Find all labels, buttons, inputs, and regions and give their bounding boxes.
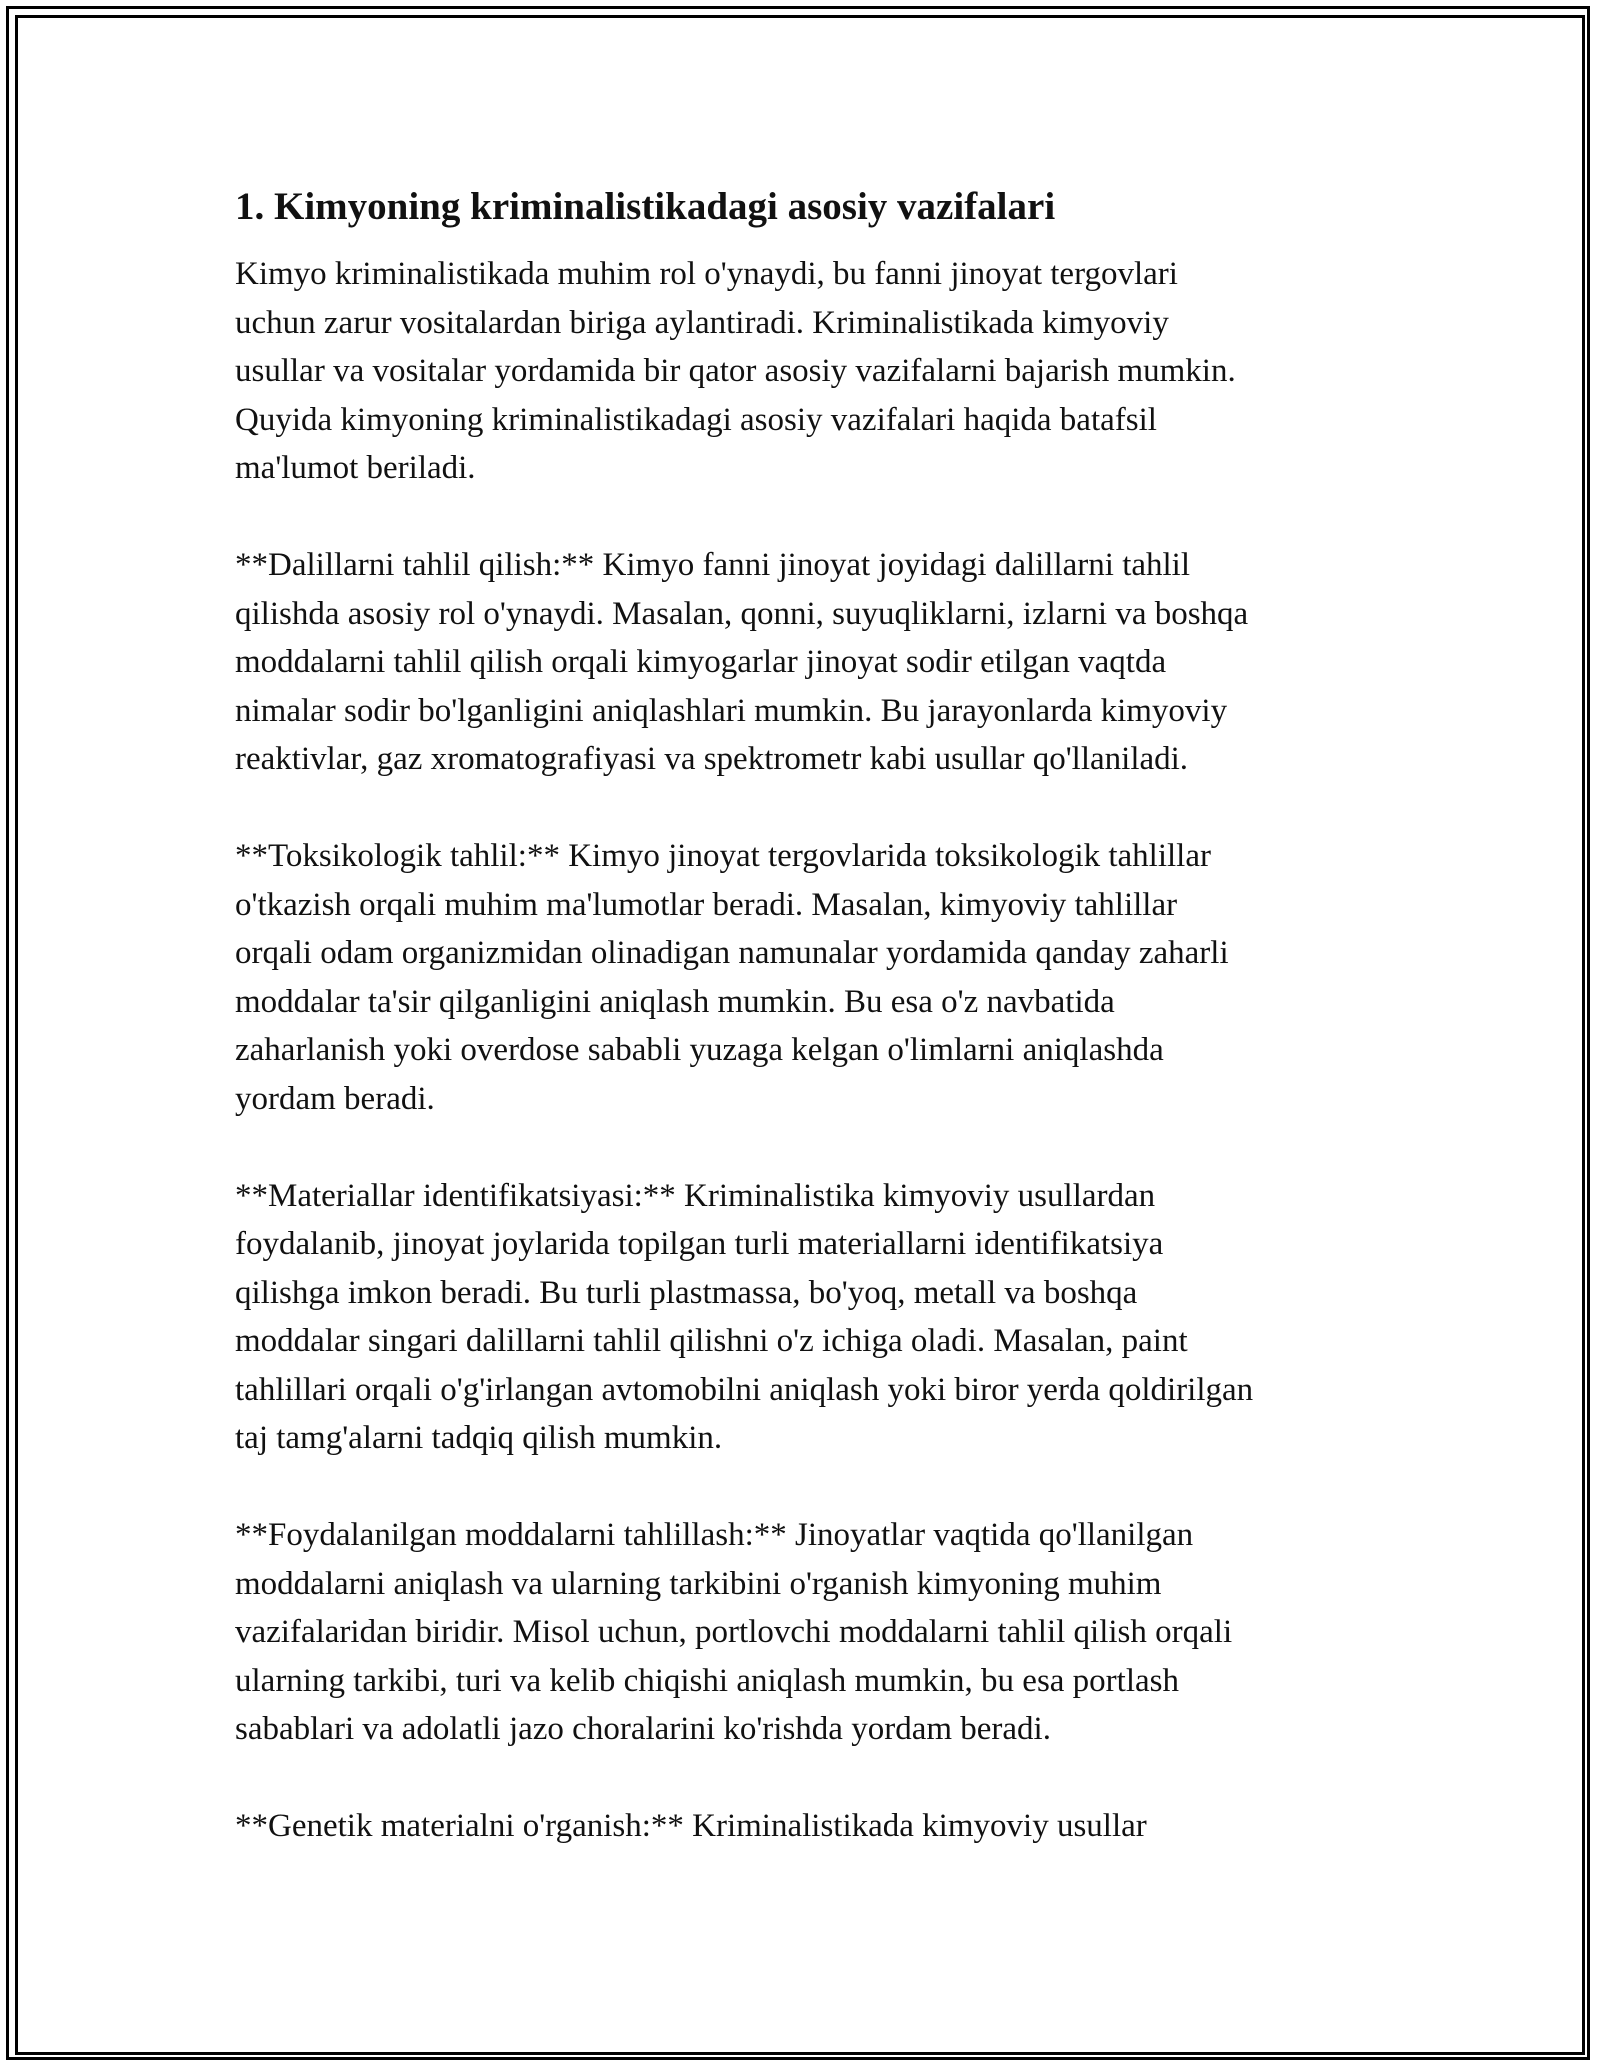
document-body — [235, 182, 1385, 1899]
paragraph-toxicology: **Toksikologik tahlil:** Kimyo jinoyat tergovlarida toksikologik tahlillar o'tkazish orqali muhim ma'lumotlar beradi. Masalan, kimyoviy tahlillar orqali odam organizmidan olinadigan namunalar yordamida qanday zaharli moddalar ta'sir qilganligini aniqlash mumkin. Bu esa o'z navbatida zaharlanish yoki overdose sababli yuzaga kelgan o'limlarni aniqlashda yordam beradi. — [235, 838, 1229, 1117]
paragraph-genetic-material: **Genetik materialni o'rganish:** Kriminalistikada kimyoviy usullar — [235, 1808, 1147, 1844]
paragraph-evidence-analysis: **Dalillarni tahlil qilish:** Kimyo fanni jinoyat joyidagi dalillarni tahlil qilishda asosiy rol o'ynaydi. Masalan, qonni, suyuqliklarni, izlarni va boshqa moddalarni tahlil qilish orqali kimyogarlar jinoyat sodir etilgan vaqtda nimalar sodir bo'lganligini aniqlashlari mumkin. Bu jarayonlarda kimyoviy reaktivlar, gaz xromatografiyasi va spektrometr kabi usullar qo'llaniladi. — [235, 547, 1249, 777]
paragraph-material-identification: **Materiallar identifikatsiyasi:** Kriminalistika kimyoviy usullardan foydalanib, jinoyat joylarida topilgan turli materiallarni identifikatsiya qilishga imkon beradi. Bu turli plastmassa, bo'yoq, metall va boshqa moddalar singari dalillarni tahlil qilishni o'z ichiga oladi. Masalan, paint tahlillari orqali o'g'irlangan avtomobilni aniqlash yoki biror yerda qoldirilgan taj tamg'alarni tadqiq qilish mumkin. — [235, 1177, 1254, 1456]
paragraph-substance-analysis: **Foydalanilgan moddalarni tahlillash:** Jinoyatlar vaqtida qo'llanilgan moddalarni aniqlash va ularning tarkibini o'rganish kimyoning muhim vazifalaridan biridir. Misol uchun, portlovchi moddalarni tahlil qilish orqali ularning tarkibi, turi va kelib chiqishi aniqlash mumkin, bu esa portlash sabablari va adolatli jazo choralarini ko'rishda yordam beradi. — [235, 1517, 1233, 1747]
document-title: 1. Kimyoning kriminalistikadagi asosiy vazifalari — [235, 185, 1056, 228]
paragraph-intro: Kimyo kriminalistikada muhim rol o'ynaydi, bu fanni jinoyat tergovlari uchun zarur vositalardan biriga aylantiradi. Kriminalistikada kimyoviy usullar va vositalar yordamida bir qator asosiy vazifalarni bajarish mumkin. Quyida kimyoning kriminalistikadagi asosiy vazifalari haqida batafsil ma'lumot beriladi. — [235, 256, 1236, 486]
